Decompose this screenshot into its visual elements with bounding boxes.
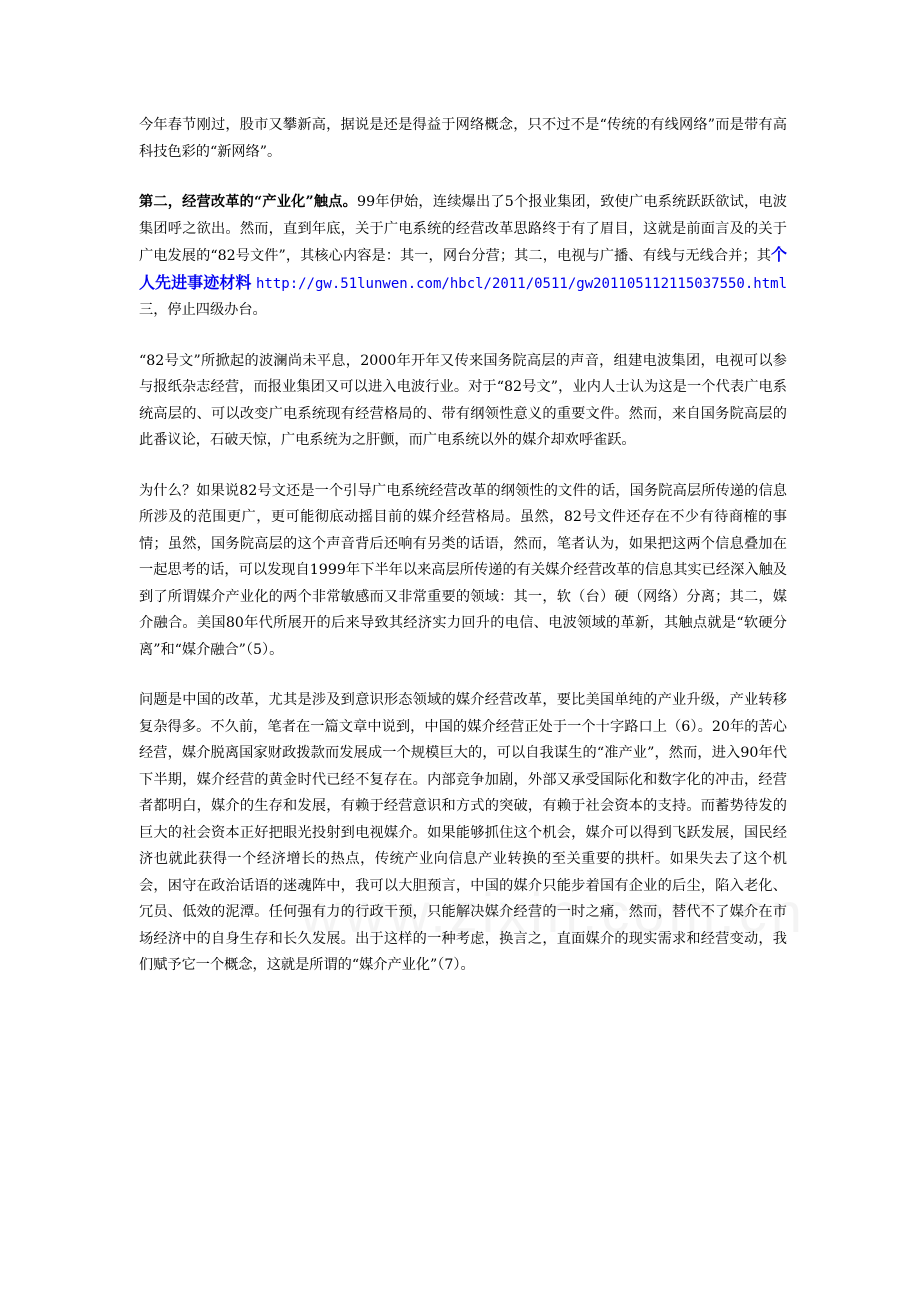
document-body [139, 112, 787, 1003]
link-title[interactable]: 个人先进事迹材料 [139, 245, 787, 292]
paragraph-5-text: 问题是中国的改革，尤其是涉及到意识形态领域的媒介经营改革，要比美国单纯的产业升级，产业转移复杂得多。不久前，笔者在一篇文章中说到，中国的媒介经营正处于一个十字路口上（6）。20年的苦心经营，媒介脱离国家财政拨款而发展成一个规模巨大的，可以自我谋生的“准产业”，然而，进入90年代下半期，媒介经营的黄金时代已经不复存在。内部竞争加剧，外部又承受国际化和数字化的冲击，经营者都明白，媒介的生存和发展，有赖于经营意识和方式的突破，有赖于社会资本的支持。而蓄势待发的巨大的社会资本正好把眼光投射到电视媒介。如果能够抓住这个机会，媒介可以得到飞跃发展，国民经济也就此获得一个经济增长的热点，传统产业向信息产业转换的至关重要的拱杆。如果失去了这个机会，困守在政治话语的迷魂阵中，我可以大胆预言，中国的媒介只能步着国有企业的后尘，陷入老化、冗员、低效的泥潭。任何强有力的行政干预，只能解决媒介经营的一时之痛，然而，替代不了媒介在市场经济中的自身生存和长久发展。出于这样的一种考虑，换言之，直面媒介的现实需求和经营变动，我们赋予它一个概念，这就是所谓的“媒介产业化”（7）。 [139, 692, 787, 973]
paragraph-3 [139, 348, 787, 454]
paragraph-5 [139, 687, 787, 979]
paragraph-2-tail: 三，停止四级办台。 [139, 302, 267, 318]
paragraph-2 [139, 189, 787, 324]
paragraph-3-text: “82号文”所掀起的波澜尚未平息，2000年开年又传来国务院高层的声音，组建电波集团，电视可以参与报纸杂志经营，而报业集团又可以进入电波行业。对于“82号文”，业内人士认为这是一个代表广电系统高层的、可以改变广电系统现有经营格局的、带有纲领性意义的重要文件。然而，来自国务院高层的此番议论，石破天惊，广电系统为之肝颤，而广电系统以外的媒介却欢呼雀跃。 [139, 352, 787, 448]
paragraph-2-text: 99年伊始，连续爆出了5个报业集团，致使广电系统跃跃欲试，电波集团呼之欲出。然而，直到年底，关于广电系统的经营改革思路终于有了眉目，这就是前面言及的关于广电发展的“82号文件”，其核心内容是：其一，网台分营；其二，电视与广播、有线与无线合并；其 [139, 194, 787, 264]
paragraph-4-text: 为什么？如果说82号文还是一个引导广电系统经营改革的纲领性的文件的话，国务院高层所传递的信息所涉及的范围更广，更可能彻底动摇目前的媒介经营格局。虽然，82号文件还存在不少有待商榷的事情；虽然，国务院高层的这个声音背后还响有另类的话语，然而，笔者认为，如果把这两个信息叠加在一起思考的话，可以发现自1999年下半年以来高层所传递的有关媒介经营改革的信息其实已经深入触及到了所谓媒介产业化的两个非常敏感而又非常重要的领域：其一，软（台）硬（网络）分离；其二，媒介融合。美国80年代所展开的后来导致其经济实力回升的电信、电波领域的革新，其触点就是“软硬分离”和“媒介融合”（5）。 [139, 482, 787, 658]
paragraph-2-heading: 第二，经营改革的“产业化”触点。 [139, 194, 358, 210]
paragraph-1 [139, 112, 787, 165]
link-url[interactable]: http://gw.51lunwen.com/hbcl/2011/0511/gw201105112115037550.html [255, 275, 787, 292]
paragraph-1-text: 今年春节刚过，股市又攀新高，据说是还是得益于网络概念，只不过不是“传统的有线网络”而是带有高科技色彩的“新网络”。 [139, 117, 787, 160]
paragraph-4 [139, 478, 787, 664]
